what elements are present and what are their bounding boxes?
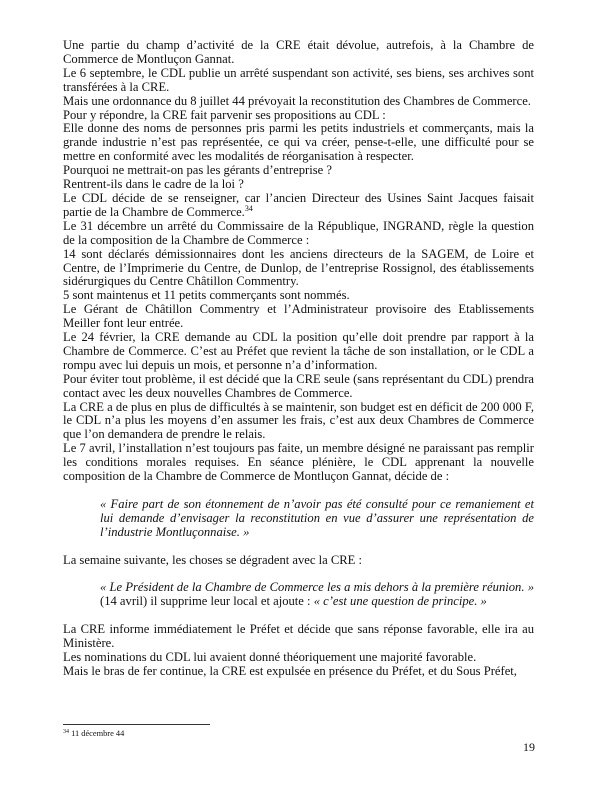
quote-italic-end: « c’est une question de principe. » [313,594,487,609]
paragraph: Pour y répondre, la CRE fait parvenir ses propositions au CDL : [63,107,386,122]
paragraph: Pour éviter tout problème, il est décidé que la CRE seule (sans représentant du CDL) prendra contact avec les deux nouvelles Chambres de Commerce. [63,371,534,400]
paragraph: Mais une ordonnance du 8 juillet 44 prévoyait la reconstitution des Chambres de Commerce. [63,93,531,108]
paragraph: Une partie du champ d’activité de la CRE était dévolue, autrefois, à la Chambre de Commerce de Montluçon Gannat. [63,38,534,66]
quote-plain: (14 avril) il supprime leur local et ajoute : [100,594,314,609]
paragraph: 14 sont déclarés démissionnaires dont les anciens directeurs de la SAGEM, de Loire et Centre, de l’Imprimerie du Centre, de Dunlop, de l’entreprise Rossignol, des établissements sidérurgiques du Centre Châtillon Commentry. [63,246,534,289]
paragraph: Mais le bras de fer continue, la CRE est expulsée en présence du Préfet, et du Sous Préfet, [63,663,517,678]
paragraph: La semaine suivante, les choses se dégradent avec la CRE : [63,552,362,567]
spacer [63,567,534,581]
paragraph: Les nominations du CDL lui avaient donné théoriquement une majorité favorable. [63,649,477,664]
quote-italic: « Le Président de la Chambre de Commerce les a mis dehors à la première réunion. » [100,580,534,595]
paragraph: Le 7 avril, l’installation n’est toujours pas faite, un membre désigné ne paraissant pas remplir les conditions morales requises. En séance plénière, le CDL apprenant la nouvelle composition de la Chambre de Commerce de Montluçon Gannat, décide de : [63,441,534,484]
spacer [63,540,534,554]
spacer [63,484,534,498]
paragraph: Pourquoi ne mettrait-on pas les gérants d’entreprise ? [63,163,332,178]
paragraph: Le 24 février, la CRE demande au CDL la position qu’elle doit prendre par rapport à la Chambre de Commerce. C’est au Préfet que revient la tâche de son installation, or le CDL a rompu avec lui depuis un mois, et personne n’a d’information. [63,330,534,372]
block-quote-2 [100,581,534,609]
paragraph-with-footnote [63,192,534,220]
paragraph: 5 sont maintenus et 11 petits commerçants sont nommés. [63,288,350,303]
paragraph: Le Gérant de Châtillon Commentry et l’Administrateur provisoire des Etablissements Meiller font leur entrée. [63,302,534,331]
footnote-text: 11 décembre 44 [69,729,125,738]
footnote-marker: 34 [63,729,69,735]
paragraph: La CRE informe immédiatement le Préfet et décide que sans réponse favorable, elle ira au Ministère. [63,622,534,650]
paragraph-text: Le CDL décide de se renseigner, car l’ancien Directeur des Usines Saint Jacques faisait partie de la Chambre de Commerce. [63,190,534,219]
paragraph: Le 6 septembre, le CDL publie un arrêté suspendant son activité, ses biens, ses archives sont transférées à la CRE. [63,65,534,94]
footnote-separator [63,724,210,725]
footnote-reference[interactable]: 34 [244,203,253,213]
footnote [63,728,124,739]
paragraph: Rentrent-ils dans le cadre de la loi ? [63,177,244,192]
paragraph: Le 31 décembre un arrêté du Commissaire de la République, INGRAND, règle la question de la composition de la Chambre de Commerce : [63,218,534,247]
spacer [63,609,534,623]
body-text [63,39,534,679]
paragraph: Elle donne des noms de personnes pris parmi les petits industriels et commerçants, mais la grande industrie n’est pas représentée, ce qui va créer, pense-t-elle, une difficulté pour se mettre en conformité avec les modalités de réorganisation à respecter. [63,121,534,164]
paragraph: La CRE a de plus en plus de difficultés à se maintenir, son budget est en déficit de 200 000 F, le CDL n’a plus les moyens d’en assumer les frais, c’est aux deux Chambres de Commerce que l’on demandera de prendre le relais. [63,399,534,442]
block-quote-1: « Faire part de son étonnement de n’avoir pas été consulté pour ce remaniement et lui demande d’envisager la reconstitution en vue d’assurer une représentation de l’industrie Montluçonnaise. » [100,496,534,539]
page-number: 19 [523,740,535,754]
